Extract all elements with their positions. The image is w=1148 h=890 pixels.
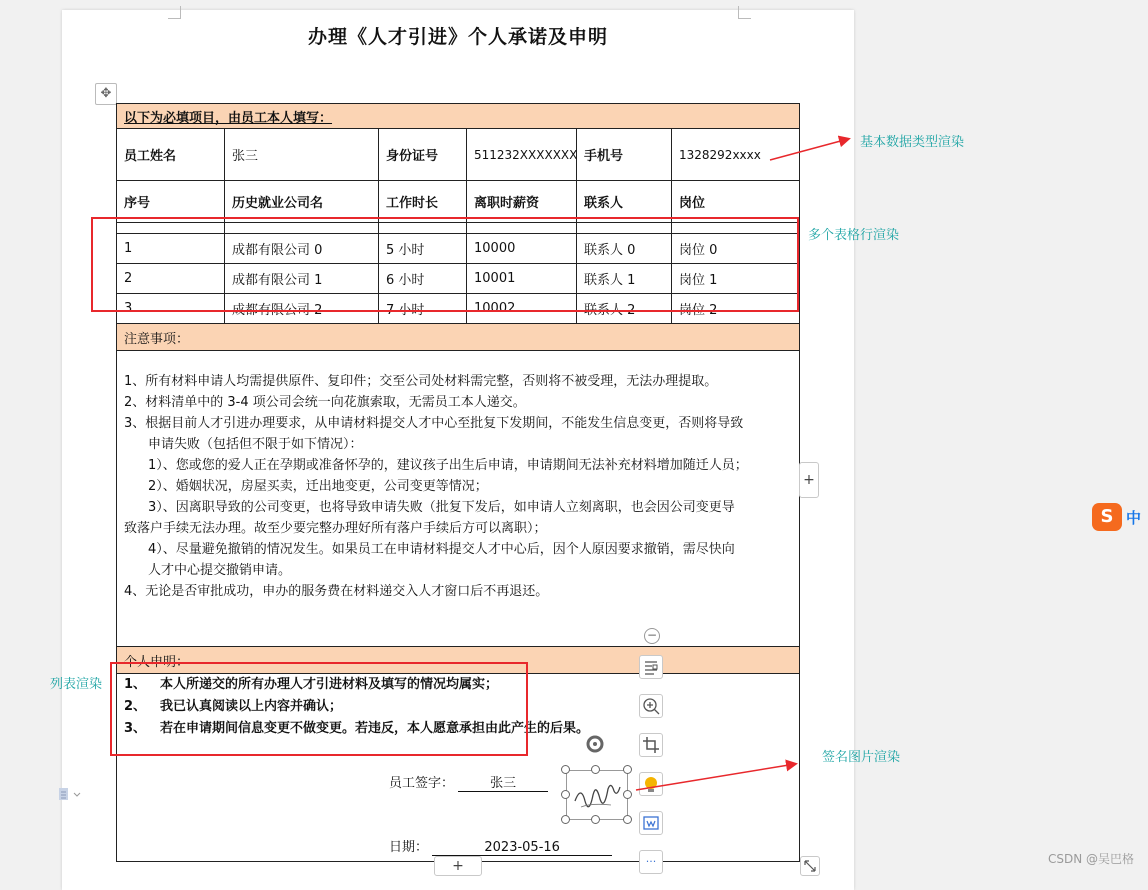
sogou-logo-icon: S <box>1092 503 1122 531</box>
collapse-toolbar-button[interactable]: − <box>644 628 660 644</box>
table-cell[interactable]: 联系人 1 <box>577 264 672 294</box>
date-value[interactable]: 2023-05-16 <box>432 840 612 856</box>
phone-value[interactable]: 1328292xxxx <box>672 129 800 181</box>
table-cell[interactable]: 3 <box>117 294 225 324</box>
note-item: 1、所有材料申请人均需提供原件、复印件；交至公司处材料需完整，否则将不被受理，无法办理提取。 <box>124 374 718 389</box>
table-cell[interactable]: 10000 <box>467 234 577 264</box>
date-label: 日期： <box>389 840 429 855</box>
table-cell[interactable]: 成都有限公司 1 <box>225 264 379 294</box>
table-header: 岗位 <box>672 181 800 223</box>
note-item: 申请失败（包括但不限于如下情况）： <box>148 437 363 452</box>
annotation-list: 列表渲染 <box>50 677 103 692</box>
table-cell[interactable]: 岗位 0 <box>672 234 800 264</box>
more-options-button[interactable]: ··· <box>639 850 663 874</box>
table-cell[interactable]: 1 <box>117 234 225 264</box>
document-title: 办理《人才引进》个人承诺及申明 <box>307 26 608 48</box>
note-item: 4、无论是否审批成功，申办的服务费在材料递交入人才窗口后不再退还。 <box>124 584 549 599</box>
table-cell[interactable]: 2 <box>117 264 225 294</box>
table-cell[interactable]: 岗位 2 <box>672 294 800 324</box>
note-sub-item: 2）、婚姻状况，房屋买卖，迁出地变更，公司变更等情况； <box>148 479 488 494</box>
required-section-header: 以下为必填项目，由员工本人填写： <box>117 104 800 129</box>
declaration-header: 个人申明： <box>117 647 800 674</box>
id-number-label: 身份证号 <box>379 129 467 181</box>
table-cell[interactable]: 5 小时 <box>379 234 467 264</box>
table-cell[interactable]: 联系人 2 <box>577 294 672 324</box>
table-cell[interactable]: 岗位 1 <box>672 264 800 294</box>
table-header: 序号 <box>117 181 225 223</box>
table-header: 联系人 <box>577 181 672 223</box>
phone-label: 手机号 <box>577 129 672 181</box>
input-method-indicator[interactable] <box>1092 503 1141 531</box>
table-cell[interactable]: 10002 <box>467 294 577 324</box>
signature-label: 员工签字： <box>389 776 455 791</box>
add-row-button[interactable]: + <box>434 856 482 876</box>
table-cell[interactable]: 成都有限公司 2 <box>225 294 379 324</box>
declaration-item: 3、 若在申请期间信息变更不做变更。若违反，本人愿意承担由此产生的后果。 <box>124 721 590 736</box>
employee-name-value[interactable]: 张三 <box>225 129 379 181</box>
note-sub-item: 4）、尽量避免撤销的情况发生。如果员工在申请材料提交人才中心后，因个人原因要求撤销，需尽快向 <box>148 542 735 557</box>
id-number-value[interactable]: 511232XXXXXXX <box>467 129 577 181</box>
table-cell[interactable]: 6 小时 <box>379 264 467 294</box>
signature-annotation-arrow <box>636 764 795 790</box>
table-cell[interactable]: 联系人 0 <box>577 234 672 264</box>
watermark: CSDN @吴巴格 <box>1047 852 1134 866</box>
note-item: 2、材料清单中的 3-4 项公司会统一向花旗索取，无需员工本人递交。 <box>124 395 526 410</box>
table-cell[interactable]: 10001 <box>467 264 577 294</box>
note-sub-item: 人才中心提交撤销申请。 <box>148 563 292 578</box>
note-sub-item: 致落户手续无法办理。故至少要完整办理好所有落户手续后方可以离职）； <box>124 521 547 536</box>
add-column-button[interactable]: + <box>799 462 819 498</box>
table-cell[interactable]: 7 小时 <box>379 294 467 324</box>
declaration-item: 2、 我已认真阅读以上内容并确认； <box>124 699 343 714</box>
table-header: 离职时薪资 <box>467 181 577 223</box>
notes-header: 注意事项： <box>117 324 800 351</box>
annotation-signature-image: 签名图片渲染 <box>822 750 901 765</box>
note-sub-item: 1）、您或您的爱人正在孕期或准备怀孕的，建议孩子出生后申请，申请期间无法补充材料增加随迁人员； <box>148 458 748 473</box>
annotation-multi-rows: 多个表格行渲染 <box>808 228 900 243</box>
table-move-handle-icon[interactable]: ✥ <box>95 83 117 105</box>
table-header: 工作时长 <box>379 181 467 223</box>
annotation-basic-types: 基本数据类型渲染 <box>860 135 965 150</box>
note-sub-item: 3）、因离职导致的公司变更，也将导致申请失败（批复下发后，如申请人立刻离职，也会因公司变更导 <box>148 500 735 515</box>
note-item: 3、根据目前人才引进办理要求，从申请材料提交人才中心至批复下发期间，不能发生信息变更，否则将导致 <box>124 416 744 431</box>
signature-name[interactable]: 张三 <box>458 772 548 792</box>
declaration-item: 1、 本人所递交的所有办理人才引进材料及填写的情况均属实； <box>124 677 499 692</box>
employee-name-label: 员工姓名 <box>117 129 225 181</box>
table-cell[interactable]: 成都有限公司 0 <box>225 234 379 264</box>
basic-annotation-arrow <box>770 139 848 160</box>
table-header: 历史就业公司名 <box>225 181 379 223</box>
ime-mode-label: 中 <box>1126 508 1142 527</box>
